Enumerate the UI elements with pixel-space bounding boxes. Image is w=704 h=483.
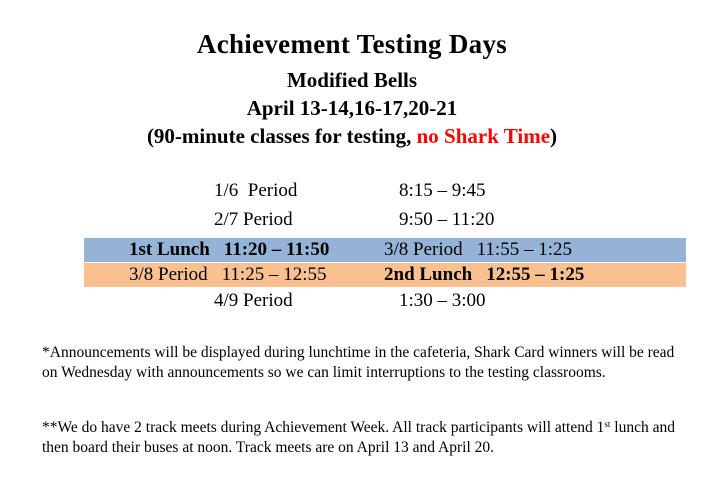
- schedule-row: [0, 289, 704, 313]
- period-label: 3/8 Period: [129, 264, 208, 285]
- second-lunch-band: [84, 263, 686, 287]
- first-lunch-band: [84, 238, 686, 262]
- period-label: 3/8 Period: [384, 239, 463, 260]
- track-note-superscript: st: [604, 419, 611, 429]
- period-time: 11:55 – 1:25: [476, 239, 572, 260]
- period-label: 2/7 Period: [214, 209, 293, 230]
- testing-dates: April 13-14,16-17,20-21: [246, 96, 458, 120]
- track-meet-note: [42, 418, 682, 458]
- period-time: 1:30 – 3:00: [399, 290, 486, 311]
- second-lunch-time: 12:55 – 1:25: [486, 264, 585, 285]
- schedule-row: [0, 208, 704, 232]
- track-note-part2: lunch and then board their buses at noon. Track meets are on April 13 and April 20.: [42, 419, 675, 456]
- second-lunch-label: 2nd Lunch: [384, 264, 473, 285]
- page-title: Achievement Testing Days: [196, 29, 508, 59]
- period-time: 9:50 – 11:20: [399, 209, 495, 230]
- page-subtitle: Modified Bells: [286, 68, 418, 92]
- period-time: 8:15 – 9:45: [399, 180, 486, 201]
- testing-note: [0, 123, 704, 149]
- first-lunch-label: 1st Lunch: [129, 239, 210, 260]
- testing-note-suffix: ): [550, 124, 558, 148]
- no-shark-time-text: no Shark Time: [416, 124, 551, 148]
- testing-note-prefix: (90-minute classes for testing,: [146, 124, 417, 148]
- period-label: 1/6 Period: [214, 180, 298, 201]
- period-time: 11:25 – 12:55: [221, 264, 327, 285]
- schedule-row: [0, 179, 704, 203]
- track-note-part1: **We do have 2 track meets during Achievement Week. All track participants will attend 1: [42, 419, 605, 436]
- first-lunch-time: 11:20 – 11:50: [223, 239, 330, 260]
- period-label: 4/9 Period: [214, 290, 293, 311]
- announcements-note: *Announcements will be displayed during lunchtime in the cafeteria, Shark Card winners will be read on Wednesday with announcements so we can limit interruptions to the testing classrooms.: [42, 344, 675, 381]
